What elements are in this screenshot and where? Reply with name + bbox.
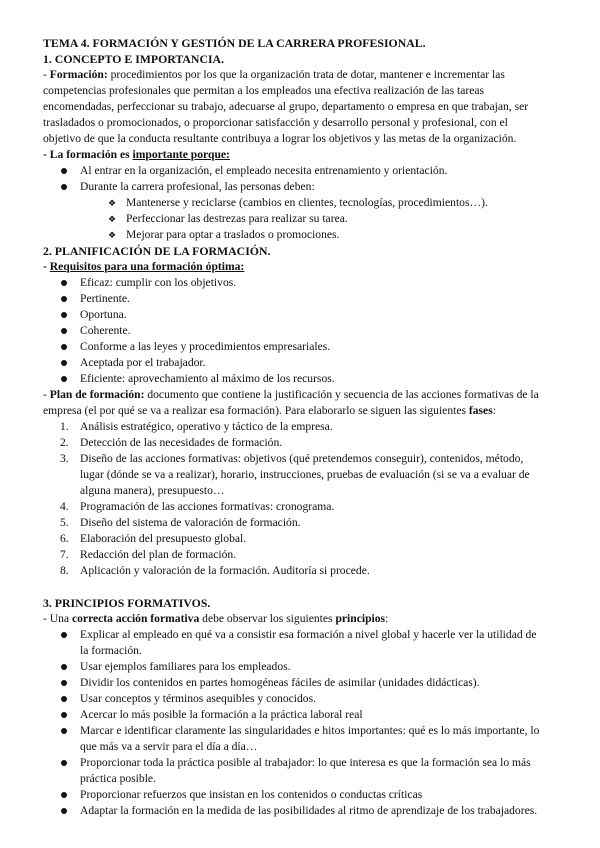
plan-text: documento que contiene la justificación y secuencia de las acciones formativas de la empresa (el por qué se va a realizar esa formación). Para elaborarlo se siguen las siguientes [43, 388, 539, 417]
list-item: Eficiente: aprovechamiento al máximo de los recursos. [43, 371, 545, 387]
numbered-item [43, 499, 545, 515]
blank-line [43, 579, 545, 595]
definition-term: Formación: [49, 68, 108, 81]
page-content [43, 35, 545, 819]
importance-list [43, 163, 545, 195]
numbered-item [43, 563, 545, 579]
item-number: 3. [60, 452, 69, 465]
sub-list-item: ❖ Mantenerse y reciclarse (cambios en clientes, tecnologías, procedimientos…). [43, 195, 545, 211]
list-item: Proporcionar refuerzos que insistan en los contenidos o conductas críticas [43, 787, 545, 803]
list-item: Eficaz: cumplir con los objetivos. [43, 275, 545, 291]
requisites-list [43, 275, 545, 387]
sub-list-item: ❖ Mejorar para optar a traslados o promociones. [43, 227, 545, 243]
item-text: Redacción del plan de formación. [80, 548, 237, 561]
list-item: Marcar e identificar claramente las singularidades e hitos importantes: qué es lo más importante, lo que más va a servir para el día a día… [43, 723, 545, 755]
plan-term: Plan de formación: [49, 388, 145, 401]
document-title: TEMA 4. FORMACIÓN Y GESTIÓN DE LA CARRERA PROFESIONAL. [43, 36, 426, 50]
item-text: Programación de las acciones formativas: cronograma. [80, 500, 335, 513]
definition-prefix: - [43, 68, 50, 81]
importance-label [43, 147, 545, 163]
numbered-item [43, 547, 545, 563]
item-text: Análisis estratégico, operativo y táctico de la empresa. [80, 420, 333, 433]
requisites-prefix: - [43, 260, 50, 273]
list-item: Aceptada por el trabajador. [43, 355, 545, 371]
career-sublist [43, 195, 545, 243]
item-number: 4. [60, 500, 69, 513]
list-item: Pertinente. [43, 291, 545, 307]
list-item: Dividir los contenidos en partes homogéneas fáciles de asimilar (unidades didácticas). [43, 675, 545, 691]
numbered-item [43, 419, 545, 435]
requisites-label [43, 259, 545, 275]
item-text: Diseño del sistema de valoración de formación. [80, 516, 301, 529]
item-number: 1. [60, 420, 69, 433]
list-item: Conforme a las leyes y procedimientos empresariales. [43, 339, 545, 355]
list-item: Usar ejemplos familiares para los empleados. [43, 659, 545, 675]
importance-underlined: importante porque: [132, 148, 230, 161]
list-item: Al entrar en la organización, el empleado necesita entrenamiento y orientación. [43, 163, 545, 179]
item-text: Diseño de las acciones formativas: objetivos (qué pretendemos conseguir), contenidos, método, lugar (dónde se va a realizar), horario, instrucciones, pruebas de evaluación (si se va a evaluar de alguna manera), presupuesto… [80, 452, 530, 497]
plan-phases-word: fases [468, 404, 493, 417]
numbered-item [43, 531, 545, 547]
list-item: Usar conceptos y términos asequibles y conocidos. [43, 691, 545, 707]
numbered-item [43, 435, 545, 451]
intro-prefix: - Una [43, 612, 72, 625]
intro-bold: correcta acción formativa [71, 612, 200, 625]
item-number: 5. [60, 516, 69, 529]
item-number: 8. [60, 564, 69, 577]
importance-plain: La formación es [49, 148, 133, 161]
section-2-heading: 2. PLANIFICACIÓN DE LA FORMACIÓN. [43, 244, 271, 258]
requisites-label-text: Requisitos para una formación óptima: [49, 260, 245, 273]
list-item: Coherente. [43, 323, 545, 339]
numbered-item [43, 515, 545, 531]
list-item: Acercar lo más posible la formación a la práctica laboral real [43, 707, 545, 723]
phases-list [43, 419, 545, 579]
list-item: Proporcionar toda la práctica posible al trabajador: lo que interesa es que la formación sea lo más práctica posible. [43, 755, 545, 787]
item-text: Elaboración del presupuesto global. [80, 532, 247, 545]
importance-prefix: - [43, 148, 50, 161]
list-item: Adaptar la formación en la medida de las posibilidades al ritmo de aprendizaje de los trabajadores. [43, 803, 545, 819]
numbered-item [43, 451, 545, 499]
item-number: 7. [60, 548, 69, 561]
section-1-heading: 1. CONCEPTO E IMPORTANCIA. [43, 52, 225, 66]
item-number: 2. [60, 436, 69, 449]
list-item: Durante la carrera profesional, las personas deben: [43, 179, 545, 195]
plan-definition [43, 387, 545, 419]
item-text: Detección de las necesidades de formación. [80, 436, 283, 449]
item-text: Aplicación y valoración de la formación. Auditoría si procede. [80, 564, 370, 577]
section-3-heading: 3. PRINCIPIOS FORMATIVOS. [43, 596, 211, 610]
intro-colon: : [385, 612, 389, 625]
intro-mid: debe observar los siguientes [199, 612, 336, 625]
principles-list [43, 627, 545, 819]
intro-principles-word: principios [335, 612, 386, 625]
plan-prefix: - [43, 388, 50, 401]
definition-text: procedimientos por los que la organización trata de dotar, mantener e incrementar las competencias profesionales que permitan a los empleados una efectiva realización de las tareas encomendadas, perfeccionar su trabajo, adecuarse al grupo, departamento o empresa en que trabajan, ser trasladados o promocionados, o proporcionar satisfacción y desarrollo personal y profesional, con el objetivo de que la conducta resultante contribuya a lograr los objetivos y las metas de la organización. [43, 68, 529, 145]
formacion-definition [43, 67, 545, 147]
list-item: Oportuna. [43, 307, 545, 323]
sub-list-item: ❖ Perfeccionar las destrezas para realizar su tarea. [43, 211, 545, 227]
plan-colon: : [492, 404, 496, 417]
item-number: 6. [60, 532, 69, 545]
principles-intro [43, 611, 545, 627]
list-item: Explicar al empleado en qué va a consistir esa formación a nivel global y hacerle ver la utilidad de la formación. [43, 627, 545, 659]
